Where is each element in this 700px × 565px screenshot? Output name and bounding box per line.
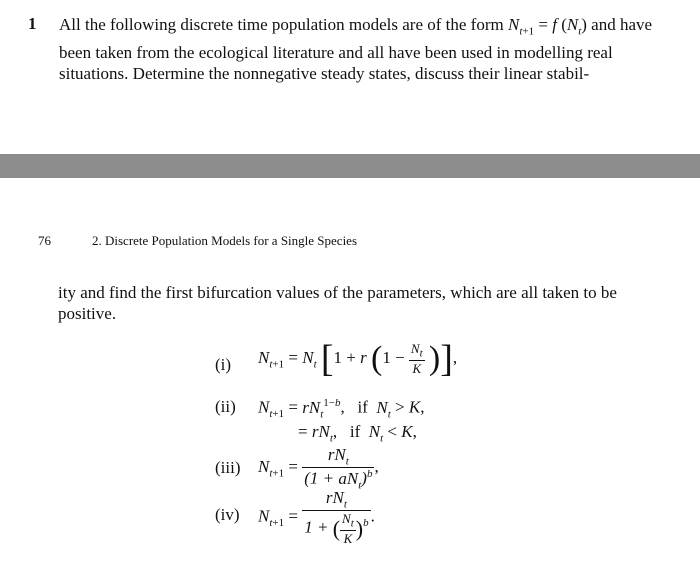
problem-number: 1: [28, 14, 37, 33]
equation-i: $N_{t+1} = N_t$ [1 + r (1 − $\frac{N_t}{K}$ )],: [258, 338, 458, 380]
eq-iii-label: (iii): [215, 458, 241, 477]
problem-text: All the following discrete time population models are of the form $N_{t+1} = f$ $(N_t)$ and have been taken from the ecological literature and all have been used in modelling real situations. Determine the nonnegative steady states, discuss their linear stabil-: [59, 15, 653, 84]
ii-cond2: if: [349, 422, 361, 441]
continued-text: ity and find the first bifurcation values of the parameters, which are all taken to be positive.: [58, 283, 617, 323]
equation-ii-line2: = $rN_t$, if $N_t < K$,: [298, 422, 417, 445]
equation-ii-line1: $N_{t+1} = rN_t^{1-b}$, if $N_t > K$,: [258, 397, 425, 421]
page-divider: [0, 154, 700, 178]
eq-iv-label: (iv): [215, 505, 240, 524]
equation-iv: $N_{t+1}$ = $rN_t$ 1 + ( $\frac{N_t}{K}$ )$^b$ .: [258, 488, 375, 546]
equation-iii: $N_{t+1}$ = $\frac{rN_t}{(1 + aN_t)^b}$ ,: [258, 445, 379, 492]
running-head: 2. Discrete Population Models for a Single Species: [92, 233, 358, 248]
ii-cond1: if: [357, 397, 368, 417]
eq-i-label: (i): [215, 355, 232, 374]
eq-ii-label: (ii): [215, 397, 236, 416]
page-number: 76: [38, 233, 51, 248]
